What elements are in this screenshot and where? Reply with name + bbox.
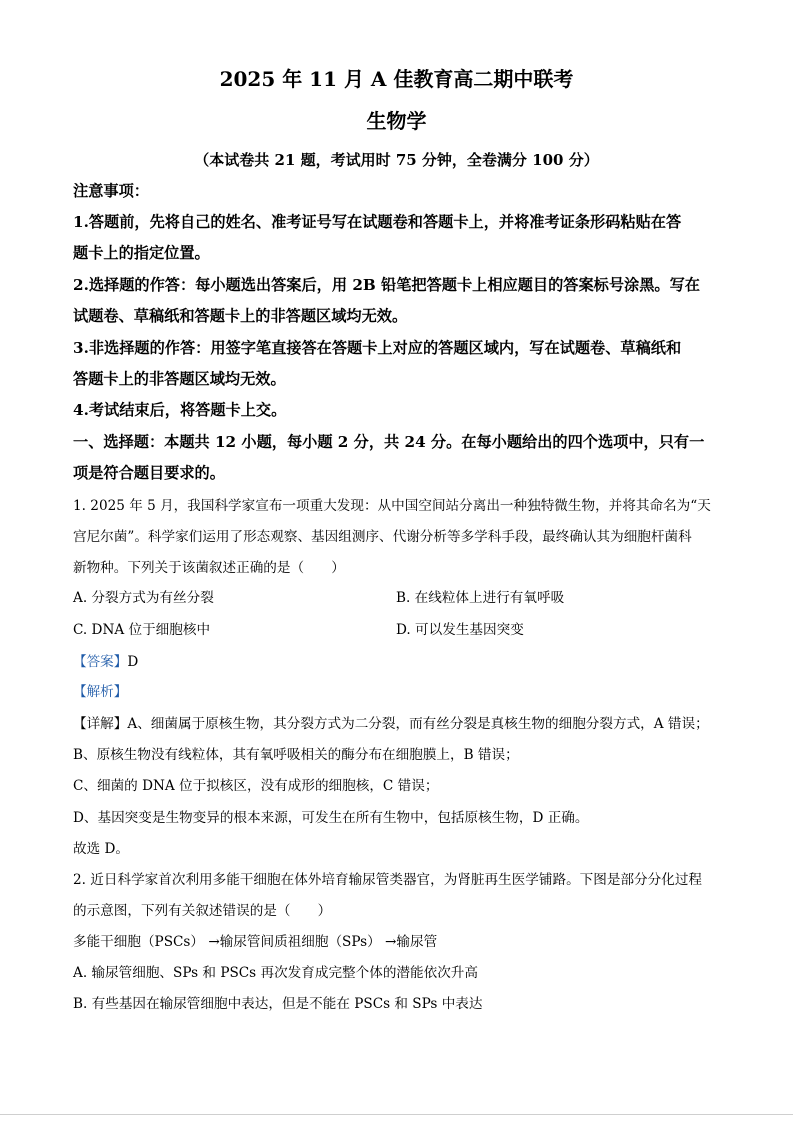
q1-answer: [73, 650, 138, 670]
q1-stem: 宫尼尔菌”。科学家们运用了形态观察、基因组测序、代谢分析等多学科手段，最终确认其为细胞杆菌科: [73, 529, 692, 545]
q1-detail-line: 故选 D。: [73, 841, 130, 857]
detail-tag: 【详解】: [73, 716, 128, 732]
notice-item: 3.非选择题的作答：用签字笔直接答在答题卡上对应的答题区域内，写在试题卷、草稿纸和: [73, 339, 682, 357]
q2-flow: 多能干细胞（PSCs） →输尿管间质祖细胞（SPs） →输尿管: [73, 934, 438, 950]
q1-option-b: B. 在线粒体上进行有氧呼吸: [396, 590, 565, 606]
q1-detail-line: B、原核生物没有线粒体，其有氧呼吸相关的酶分布在细胞膜上，B 错误；: [73, 747, 519, 763]
q1-stem: 1. 2025 年 5 月，我国科学家宣布一项重大发现：从中国空间站分离出一种独特微生物，并将其命名为“天: [73, 498, 711, 514]
notice-item: 2.选择题的作答：每小题选出答案后，用 2B 铅笔把答题卡上相应题目的答案标号涂黑。写在: [73, 276, 700, 294]
notice-heading: 注意事项：: [73, 182, 149, 200]
q1-detail: [73, 712, 709, 732]
q1-analysis: [73, 680, 127, 700]
section-heading: 一、选择题：本题共 12 小题，每小题 2 分，共 24 分。在每小题给出的四个选项中，只有一: [73, 433, 705, 451]
subject-title: 生物学: [366, 109, 427, 133]
answer-tag: 【答案】: [73, 654, 128, 670]
detail-line: A、细菌属于原核生物，其分裂方式为二分裂，而有丝分裂是真核生物的细胞分裂方式，A 错误；: [127, 716, 709, 732]
q1-option-c: C. DNA 位于细胞核中: [73, 622, 211, 638]
notice-item: 1.答题前，先将自己的姓名、准考证号写在试题卷和答题卡上，并将准考证条形码粘贴在答: [73, 213, 682, 231]
q2-option-b: B. 有些基因在输尿管细胞中表达，但是不能在 PSCs 和 SPs 中表达: [73, 996, 483, 1012]
q1-stem: 新物种。下列关于该菌叙述正确的是（ ）: [73, 560, 345, 576]
q1-detail-line: D、基因突变是生物变异的根本来源，可发生在所有生物中，包括原核生物，D 正确。: [73, 810, 589, 826]
q1-detail-line: C、细菌的 DNA 位于拟核区，没有成形的细胞核，C 错误；: [73, 778, 439, 794]
notice-item: 4.考试结束后，将答题卡上交。: [73, 401, 287, 419]
exam-title: 2025 年 11 月 A 佳教育高二期中联考: [219, 67, 574, 91]
answer-value: D: [127, 654, 139, 670]
exam-info: （本试卷共 21 题，考试用时 75 分钟，全卷满分 100 分）: [194, 151, 599, 169]
q2-stem: 的示意图，下列有关叙述错误的是（ ）: [73, 903, 332, 919]
notice-item: 题卡上的指定位置。: [73, 244, 210, 262]
section-heading-cont: 项是符合题目要求的。: [73, 464, 225, 482]
q2-stem: 2. 近日科学家首次利用多能干细胞在体外培育输尿管类器官，为肾脏再生医学铺路。下图是部分分化过程: [73, 872, 703, 888]
analysis-tag: 【解析】: [73, 684, 128, 700]
q1-option-d: D. 可以发生基因突变: [396, 622, 524, 638]
q1-option-a: A. 分裂方式为有丝分裂: [73, 590, 214, 606]
q2-option-a: A. 输尿管细胞、SPs 和 PSCs 再次发育成完整个体的潜能依次升高: [73, 965, 478, 981]
notice-item: 试题卷、草稿纸和答题卡上的非答题区域均无效。: [73, 307, 408, 325]
notice-item: 答题卡上的非答题区域均无效。: [73, 370, 286, 388]
page-bottom-rule: [0, 1114, 793, 1115]
